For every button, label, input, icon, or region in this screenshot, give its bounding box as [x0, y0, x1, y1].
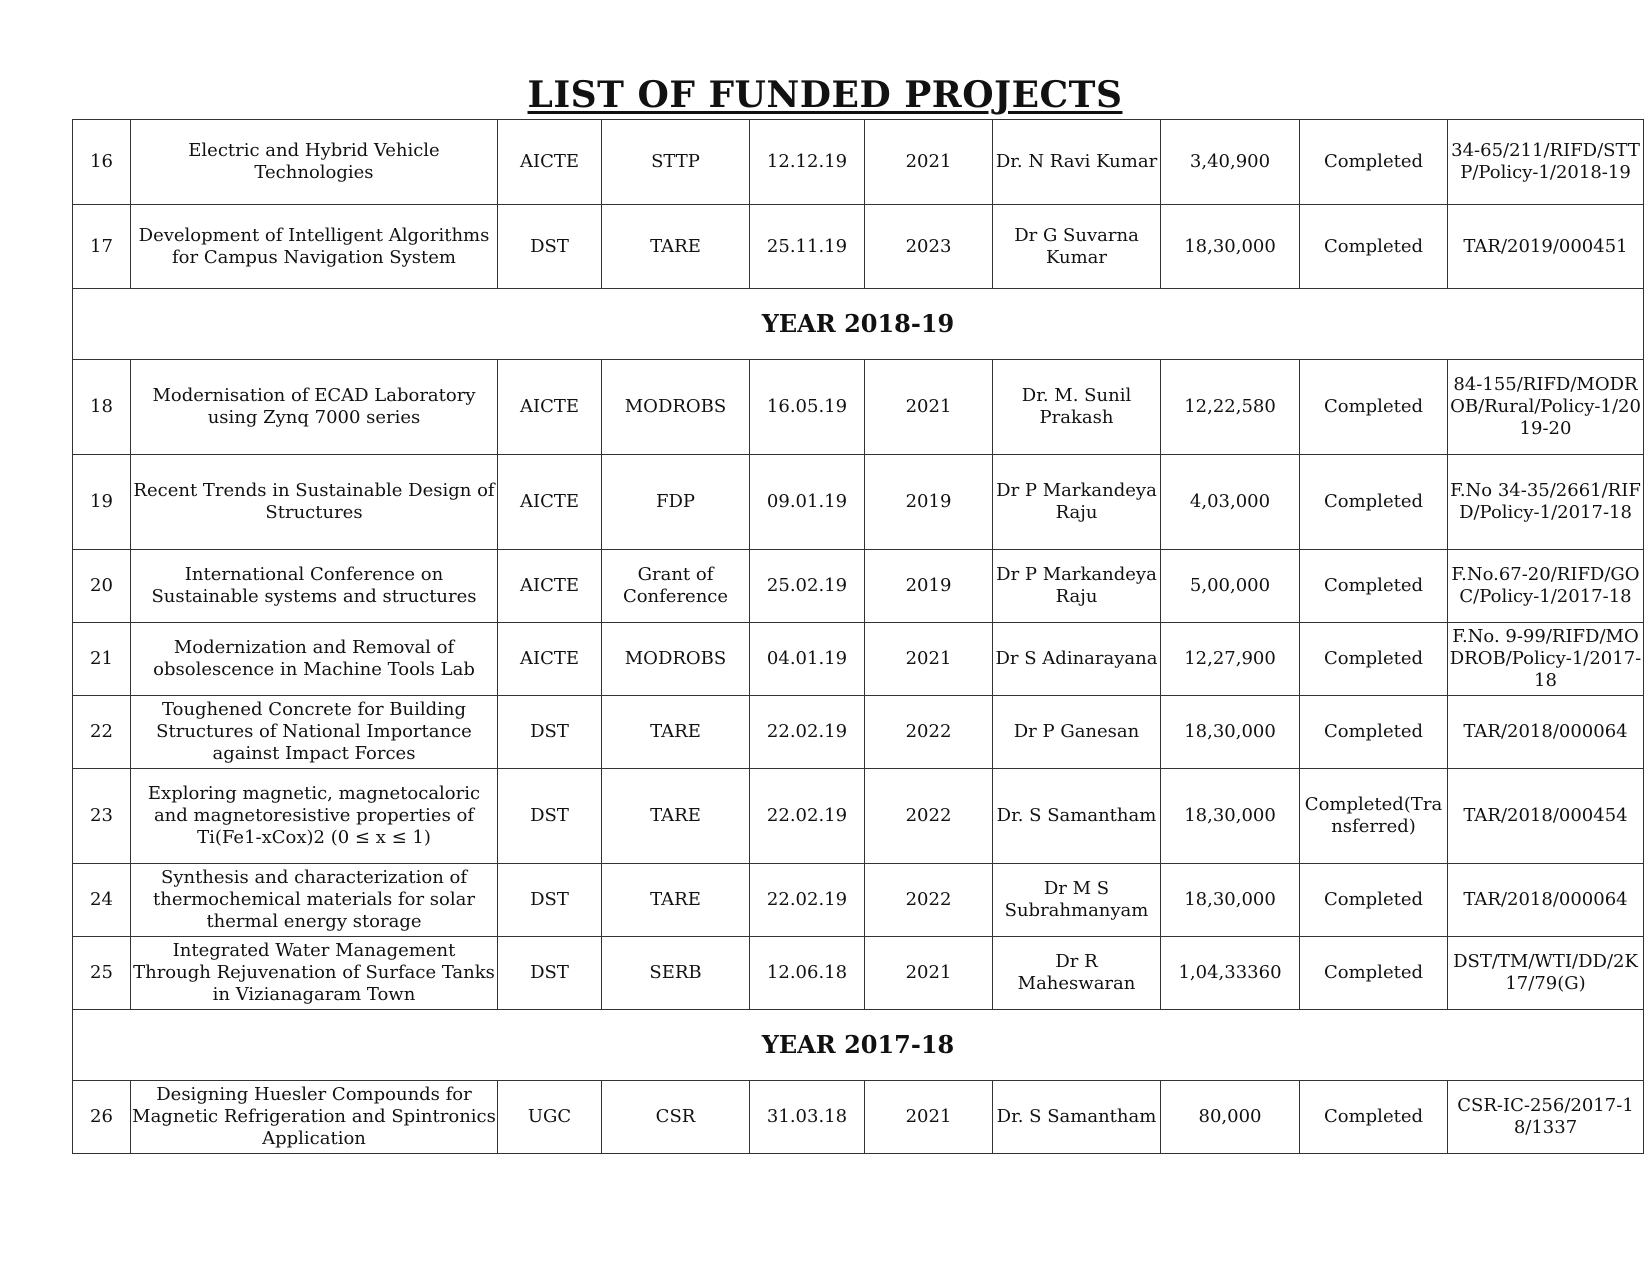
amount: 3,40,900 — [1161, 120, 1300, 205]
reference-number: TAR/2018/000454 — [1448, 769, 1644, 864]
amount: 80,000 — [1161, 1081, 1300, 1154]
principal-investigator: Dr. S Samantham — [993, 1081, 1161, 1154]
status: Completed — [1300, 120, 1448, 205]
project-title: Synthesis and characterization of thermochemical materials for solar thermal energy storage — [131, 864, 498, 937]
funded-projects-table — [72, 119, 1644, 1154]
project-no: 21 — [73, 623, 131, 696]
amount: 1,04,33360 — [1161, 937, 1300, 1010]
principal-investigator: Dr P Markandeya Raju — [993, 550, 1161, 623]
project-no: 22 — [73, 696, 131, 769]
table-row — [73, 455, 1644, 550]
amount: 18,30,000 — [1161, 205, 1300, 289]
sanction-date: 04.01.19 — [750, 623, 865, 696]
scheme: MODROBS — [602, 360, 750, 455]
year-heading: YEAR 2017-18 — [73, 1010, 1644, 1081]
reference-number: F.No. 9-99/RIFD/MODROB/Policy-1/2017-18 — [1448, 623, 1644, 696]
status: Completed — [1300, 550, 1448, 623]
year-section-row — [73, 289, 1644, 360]
completion-year: 2019 — [865, 550, 993, 623]
funding-agency: DST — [498, 769, 602, 864]
scheme: CSR — [602, 1081, 750, 1154]
amount: 5,00,000 — [1161, 550, 1300, 623]
page-title: LIST OF FUNDED PROJECTS — [527, 74, 1123, 116]
principal-investigator: Dr M S Subrahmanyam — [993, 864, 1161, 937]
sanction-date: 12.12.19 — [750, 120, 865, 205]
project-no: 16 — [73, 120, 131, 205]
project-title: Modernisation of ECAD Laboratory using Zynq 7000 series — [131, 360, 498, 455]
table-row — [73, 120, 1644, 205]
project-no: 17 — [73, 205, 131, 289]
project-title: International Conference on Sustainable systems and structures — [131, 550, 498, 623]
amount: 12,22,580 — [1161, 360, 1300, 455]
project-title: Exploring magnetic, magnetocaloric and magnetoresistive properties of Ti(Fe1-xCox)2 (0 ≤ x ≤ 1) — [131, 769, 498, 864]
status: Completed — [1300, 937, 1448, 1010]
project-title: Recent Trends in Sustainable Design of Structures — [131, 455, 498, 550]
principal-investigator: Dr S Adinarayana — [993, 623, 1161, 696]
reference-number: TAR/2018/000064 — [1448, 864, 1644, 937]
project-no: 26 — [73, 1081, 131, 1154]
table-row — [73, 937, 1644, 1010]
principal-investigator: Dr P Markandeya Raju — [993, 455, 1161, 550]
scheme: TARE — [602, 205, 750, 289]
sanction-date: 22.02.19 — [750, 769, 865, 864]
principal-investigator: Dr G Suvarna Kumar — [993, 205, 1161, 289]
scheme: TARE — [602, 864, 750, 937]
status: Completed — [1300, 205, 1448, 289]
reference-number: DST/TM/WTI/DD/2K17/79(G) — [1448, 937, 1644, 1010]
scheme: MODROBS — [602, 623, 750, 696]
sanction-date: 25.11.19 — [750, 205, 865, 289]
status: Completed — [1300, 696, 1448, 769]
reference-number: 34-65/211/RIFD/STTP/Policy-1/2018-19 — [1448, 120, 1644, 205]
scheme: SERB — [602, 937, 750, 1010]
amount: 18,30,000 — [1161, 864, 1300, 937]
funding-agency: AICTE — [498, 550, 602, 623]
funding-agency: DST — [498, 937, 602, 1010]
completion-year: 2021 — [865, 360, 993, 455]
sanction-date: 31.03.18 — [750, 1081, 865, 1154]
page-title-wrapper — [0, 74, 1650, 116]
principal-investigator: Dr. S Samantham — [993, 769, 1161, 864]
completion-year: 2021 — [865, 937, 993, 1010]
completion-year: 2022 — [865, 696, 993, 769]
project-title: Toughened Concrete for Building Structures of National Importance against Impact Forces — [131, 696, 498, 769]
project-no: 19 — [73, 455, 131, 550]
funding-agency: UGC — [498, 1081, 602, 1154]
year-heading: YEAR 2018-19 — [73, 289, 1644, 360]
table-row — [73, 696, 1644, 769]
scheme: STTP — [602, 120, 750, 205]
table-row — [73, 864, 1644, 937]
sanction-date: 12.06.18 — [750, 937, 865, 1010]
project-title: Integrated Water Management Through Rejuvenation of Surface Tanks in Vizianagaram Town — [131, 937, 498, 1010]
funding-agency: DST — [498, 205, 602, 289]
table-row — [73, 205, 1644, 289]
amount: 12,27,900 — [1161, 623, 1300, 696]
sanction-date: 22.02.19 — [750, 696, 865, 769]
status: Completed — [1300, 455, 1448, 550]
funding-agency: AICTE — [498, 623, 602, 696]
completion-year: 2023 — [865, 205, 993, 289]
completion-year: 2022 — [865, 769, 993, 864]
project-title: Designing Huesler Compounds for Magnetic Refrigeration and Spintronics Application — [131, 1081, 498, 1154]
project-no: 18 — [73, 360, 131, 455]
project-title: Modernization and Removal of obsolescence in Machine Tools Lab — [131, 623, 498, 696]
year-section-row — [73, 1010, 1644, 1081]
funding-agency: DST — [498, 864, 602, 937]
status: Completed — [1300, 360, 1448, 455]
status: Completed — [1300, 623, 1448, 696]
status: Completed — [1300, 1081, 1448, 1154]
project-no: 23 — [73, 769, 131, 864]
status: Completed — [1300, 864, 1448, 937]
completion-year: 2021 — [865, 1081, 993, 1154]
funding-agency: AICTE — [498, 455, 602, 550]
amount: 4,03,000 — [1161, 455, 1300, 550]
project-no: 25 — [73, 937, 131, 1010]
table-row — [73, 623, 1644, 696]
scheme: TARE — [602, 696, 750, 769]
completion-year: 2021 — [865, 120, 993, 205]
scheme: TARE — [602, 769, 750, 864]
project-title: Electric and Hybrid Vehicle Technologies — [131, 120, 498, 205]
sanction-date: 22.02.19 — [750, 864, 865, 937]
principal-investigator: Dr. M. Sunil Prakash — [993, 360, 1161, 455]
principal-investigator: Dr P Ganesan — [993, 696, 1161, 769]
table-row — [73, 360, 1644, 455]
sanction-date: 09.01.19 — [750, 455, 865, 550]
funding-agency: AICTE — [498, 120, 602, 205]
scheme: Grant of Conference — [602, 550, 750, 623]
reference-number: 84-155/RIFD/MODROB/Rural/Policy-1/2019-20 — [1448, 360, 1644, 455]
scheme: FDP — [602, 455, 750, 550]
completion-year: 2019 — [865, 455, 993, 550]
sanction-date: 16.05.19 — [750, 360, 865, 455]
amount: 18,30,000 — [1161, 696, 1300, 769]
funding-agency: DST — [498, 696, 602, 769]
principal-investigator: Dr. N Ravi Kumar — [993, 120, 1161, 205]
table-row — [73, 769, 1644, 864]
reference-number: F.No.67-20/RIFD/GOC/Policy-1/2017-18 — [1448, 550, 1644, 623]
reference-number: F.No 34-35/2661/RIFD/Policy-1/2017-18 — [1448, 455, 1644, 550]
funding-agency: AICTE — [498, 360, 602, 455]
status: Completed(Transferred) — [1300, 769, 1448, 864]
table-row — [73, 550, 1644, 623]
project-no: 20 — [73, 550, 131, 623]
amount: 18,30,000 — [1161, 769, 1300, 864]
sanction-date: 25.02.19 — [750, 550, 865, 623]
completion-year: 2022 — [865, 864, 993, 937]
project-title: Development of Intelligent Algorithms for Campus Navigation System — [131, 205, 498, 289]
reference-number: CSR-IC-256/2017-18/1337 — [1448, 1081, 1644, 1154]
reference-number: TAR/2018/000064 — [1448, 696, 1644, 769]
project-no: 24 — [73, 864, 131, 937]
completion-year: 2021 — [865, 623, 993, 696]
table-row — [73, 1081, 1644, 1154]
principal-investigator: Dr R Maheswaran — [993, 937, 1161, 1010]
reference-number: TAR/2019/000451 — [1448, 205, 1644, 289]
